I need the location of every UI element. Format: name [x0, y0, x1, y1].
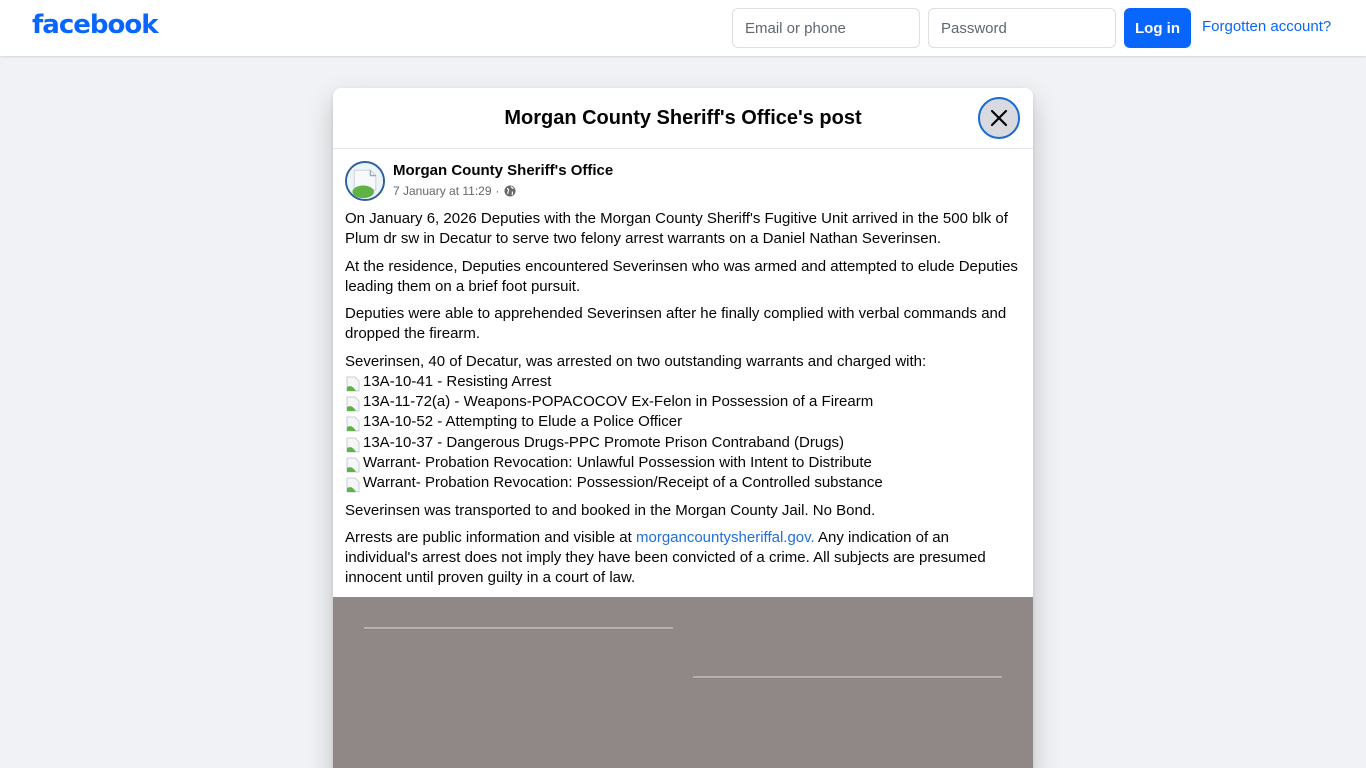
- post-header: [333, 149, 1033, 205]
- close-button[interactable]: [978, 97, 1020, 139]
- globe-icon: [504, 185, 516, 197]
- charge-item: 13A-10-52 - Attempting to Elude a Police Officer: [345, 412, 1021, 432]
- post-body: [333, 205, 1033, 588]
- broken-image-icon: [347, 163, 383, 199]
- broken-image-icon: [345, 477, 361, 493]
- charge-item: 13A-10-41 - Resisting Arrest: [345, 372, 1021, 392]
- post-meta: [393, 184, 516, 198]
- charges-block: [345, 352, 1021, 494]
- disclaimer-text: Arrests are public information and visible at morgancountysheriffal.gov. Any indication of an individual's arrest does not imply they have been convicted of a crime. All subjects are presumed innocent until proven guilty in a court of law.: [345, 529, 986, 587]
- broken-image-icon: [345, 376, 361, 392]
- broken-image-icon: [345, 396, 361, 412]
- charge-item: Warrant- Probation Revocation: Unlawful Possession with Intent to Distribute: [345, 453, 1021, 473]
- broken-image-icon: [345, 457, 361, 473]
- login-button[interactable]: Log in: [1124, 8, 1191, 48]
- modal-header: [333, 88, 1033, 149]
- post-paragraph: At the residence, Deputies encountered Severinsen who was armed and attempted to elude Deputies leading them on a brief foot pursuit.: [345, 257, 1018, 295]
- charge-item: 13A-10-37 - Dangerous Drugs-PPC Promote Prison Contraband (Drugs): [345, 432, 1021, 452]
- post-paragraph: On January 6, 2026 Deputies with the Morgan County Sheriff's Fugitive Unit arrived in the 500 blk of Plum dr sw in Decatur to serve two felony arrest warrants on a Daniel Nathan Severinsen.: [345, 210, 1008, 247]
- broken-image-icon: [345, 437, 361, 453]
- booking-text: Severinsen was transported to and booked in the Morgan County Jail. No Bond.: [345, 501, 876, 519]
- post-paragraph: Deputies were able to apprehended Severinsen after he finally complied with verbal commands and dropped the firearm.: [345, 305, 1007, 342]
- post-timestamp[interactable]: 7 January at 11:29: [393, 184, 492, 198]
- image-line-decoration: [693, 676, 1002, 678]
- author-name[interactable]: Morgan County Sheriff's Office: [393, 162, 614, 179]
- sheriff-website-link[interactable]: morgancountysheriffal.gov.: [635, 529, 815, 547]
- post-modal: [333, 88, 1033, 768]
- modal-title: Morgan County Sheriff's Office's post: [504, 106, 862, 129]
- top-bar: [0, 0, 1366, 56]
- avatar[interactable]: [345, 161, 385, 201]
- post-image[interactable]: [333, 597, 1033, 768]
- meta-separator: ·: [495, 184, 500, 198]
- password-input[interactable]: [928, 8, 1116, 48]
- image-line-decoration: [364, 627, 673, 629]
- charge-item: 13A-11-72(a) - Weapons-POPACOCOV Ex-Felon in Possession of a Firearm: [345, 392, 1021, 412]
- email-input[interactable]: [732, 8, 920, 48]
- charge-item: Warrant- Probation Revocation: Possession/Receipt of a Controlled substance: [345, 473, 1021, 493]
- facebook-logo[interactable]: facebook: [32, 10, 158, 40]
- broken-image-icon: [345, 416, 361, 432]
- close-icon: [989, 108, 1009, 128]
- forgotten-account-link[interactable]: Forgotten account?: [1202, 18, 1332, 35]
- charges-intro: Severinsen, 40 of Decatur, was arrested on two outstanding warrants and charged with:: [345, 352, 927, 370]
